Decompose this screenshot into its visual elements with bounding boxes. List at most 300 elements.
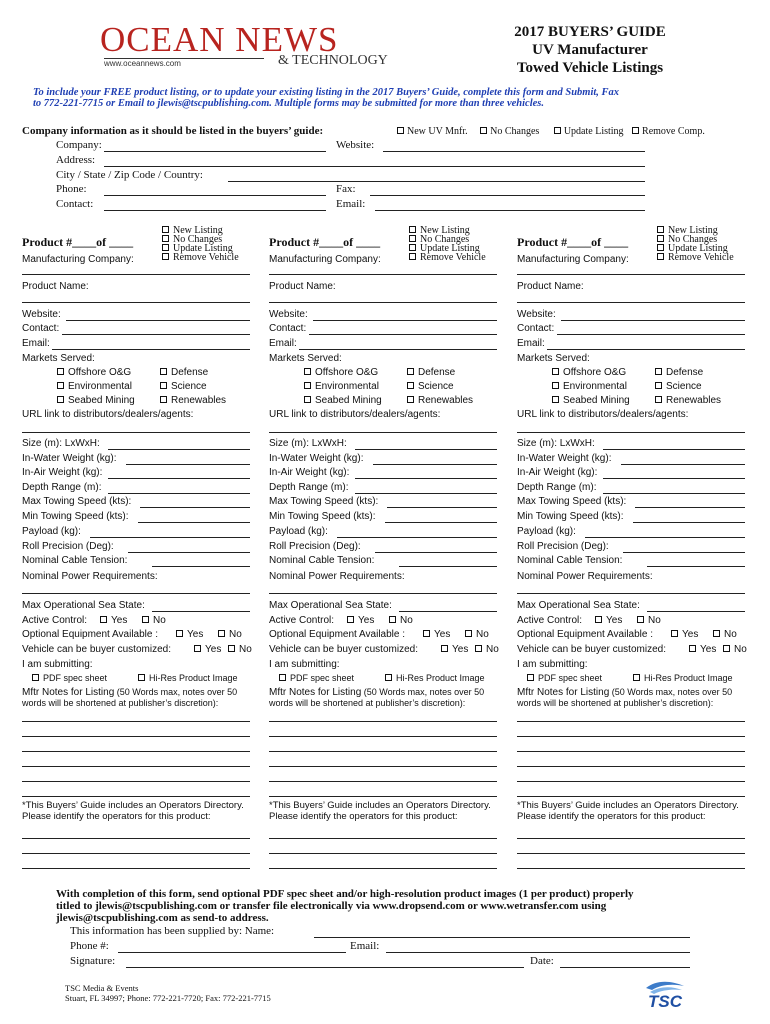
min-towing-speed-label: Min Towing Speed (kts):	[269, 511, 376, 522]
fax-label: Fax:	[336, 183, 356, 195]
size-label: Size (m): LxWxH:	[22, 438, 100, 449]
contact-label: Contact:	[517, 323, 555, 334]
opt-remove-comp[interactable]: Remove Comp.	[632, 126, 705, 137]
email-field[interactable]	[547, 349, 745, 350]
url-link-field[interactable]	[517, 432, 745, 433]
checkbox-icon[interactable]	[441, 645, 448, 652]
nominal-power-field[interactable]	[22, 593, 250, 594]
max-towing-speed-field[interactable]	[140, 507, 250, 508]
buyer-customized-yes[interactable]: Yes	[441, 644, 468, 655]
checkbox-icon[interactable]	[554, 127, 561, 134]
checkbox-icon[interactable]	[671, 630, 678, 637]
checkbox-icon[interactable]	[527, 674, 534, 681]
website-field[interactable]	[383, 151, 645, 152]
nominal-cable-tension-field[interactable]	[647, 566, 745, 567]
checkbox-icon[interactable]	[100, 616, 107, 623]
logo-main-text: OCEAN NEWS	[100, 20, 339, 59]
market-environmental[interactable]: Environmental	[57, 381, 132, 392]
checkbox-icon[interactable]	[723, 645, 730, 652]
completion-line-2: titled to jlewis@tscpublishing.com or transfer file electronically via www.dropsend.com or www.wetransfer.com using	[56, 900, 607, 912]
completion-line-3: jlewis@tscpublishing.com as send-to address.	[56, 912, 269, 924]
opt-update-listing[interactable]: Update Listing	[554, 126, 624, 137]
mftr-notes-line-6[interactable]	[269, 796, 497, 797]
checkbox-icon[interactable]	[632, 127, 639, 134]
mftr-notes-line-3[interactable]	[22, 751, 250, 752]
url-link-label: URL link to distributors/dealers/agents:	[269, 409, 441, 420]
checkbox-icon[interactable]	[713, 630, 720, 637]
checkbox-icon[interactable]	[409, 226, 416, 233]
footer-phone-field[interactable]	[118, 952, 346, 953]
operators-line-1[interactable]	[22, 838, 250, 839]
ocean-news-logo	[100, 22, 405, 72]
operators-note-2: Please identify the operators for this product:	[22, 811, 211, 822]
submitting-label: I am submitting:	[269, 659, 340, 670]
opt-remove-vehicle[interactable]: Remove Vehicle	[162, 253, 239, 262]
payload-label: Payload (kg):	[269, 526, 328, 537]
market-defense[interactable]: Defense	[160, 367, 208, 378]
market-renewables[interactable]: Renewables	[160, 395, 226, 406]
contact-field[interactable]	[309, 334, 497, 335]
checkbox-icon[interactable]	[657, 235, 664, 242]
mftr-notes-line-3[interactable]	[269, 751, 497, 752]
supplied-name-field[interactable]	[314, 937, 690, 938]
checkbox-icon[interactable]	[480, 127, 487, 134]
checkbox-icon[interactable]	[162, 235, 169, 242]
submit-pdf-spec[interactable]: PDF spec sheet	[279, 673, 354, 683]
submit-pdf-spec[interactable]: PDF spec sheet	[32, 673, 107, 683]
url-link-field[interactable]	[22, 432, 250, 433]
operators-note-2: Please identify the operators for this product:	[517, 811, 706, 822]
product-name-field[interactable]	[517, 302, 745, 303]
in-water-weight-field[interactable]	[621, 464, 745, 465]
opt-new-uv-mnfr[interactable]: New UV Mnfr.	[397, 126, 468, 137]
company-field[interactable]	[104, 151, 326, 152]
mftr-notes-label	[269, 687, 484, 698]
checkbox-icon[interactable]	[385, 674, 392, 681]
opt-update-listing[interactable]: Update Listing	[409, 244, 486, 253]
checkbox-icon[interactable]	[689, 645, 696, 652]
manufacturing-company-field[interactable]	[22, 274, 250, 275]
listing-options	[657, 226, 734, 262]
checkbox-icon[interactable]	[304, 382, 311, 389]
market-offshore[interactable]: Offshore O&G	[304, 367, 378, 378]
opt-no-changes[interactable]: No Changes	[480, 126, 539, 137]
market-science[interactable]: Science	[160, 381, 207, 392]
title-line-2: UV Manufacturer	[532, 42, 648, 58]
logo-rule	[104, 58, 264, 59]
buyer-customized-no[interactable]: No	[475, 644, 499, 655]
max-sea-state-field[interactable]	[647, 611, 745, 612]
depth-range-field[interactable]	[603, 493, 745, 494]
checkbox-icon[interactable]	[657, 253, 664, 260]
date-field[interactable]	[560, 967, 690, 968]
in-water-weight-field[interactable]	[373, 464, 497, 465]
checkbox-icon[interactable]	[423, 630, 430, 637]
max-sea-state-field[interactable]	[152, 611, 250, 612]
payload-label: Payload (kg):	[517, 526, 576, 537]
mftr-notes-title: Mftr Notes for Listing	[22, 687, 115, 698]
payload-label: Payload (kg):	[22, 526, 81, 537]
email-field[interactable]	[52, 349, 250, 350]
optional-equipment-yes[interactable]: Yes	[671, 629, 698, 640]
checkbox-icon[interactable]	[409, 235, 416, 242]
active-control-no[interactable]: No	[389, 615, 413, 626]
website-label: Website:	[22, 309, 61, 320]
optional-equipment-yes[interactable]: Yes	[423, 629, 450, 640]
market-seabed-mining[interactable]: Seabed Mining	[57, 395, 135, 406]
title-line-3: Towed Vehicle Listings	[516, 60, 664, 76]
intro-text	[33, 87, 753, 109]
footer-email-label: Email:	[350, 940, 380, 952]
depth-range-field[interactable]	[355, 493, 497, 494]
checkbox-icon[interactable]	[552, 396, 559, 403]
size-label: Size (m): LxWxH:	[269, 438, 347, 449]
checkbox-icon[interactable]	[176, 630, 183, 637]
intro-line-1: To include your FREE product listing, or to update your existing listing in the 2017 Buyers’ Guide, complete this form and Submit, Fax	[33, 87, 620, 98]
operators-line-2[interactable]	[517, 853, 745, 854]
checkbox-icon[interactable]	[595, 616, 602, 623]
checkbox-icon[interactable]	[655, 368, 662, 375]
checkbox-icon[interactable]	[655, 396, 662, 403]
phone-field[interactable]	[104, 195, 326, 196]
submit-pdf-spec[interactable]: PDF spec sheet	[527, 673, 602, 683]
nominal-power-field[interactable]	[517, 593, 745, 594]
mftr-notes-line-1[interactable]	[269, 721, 497, 722]
submitting-label: I am submitting:	[22, 659, 93, 670]
checkbox-icon[interactable]	[465, 630, 472, 637]
checkbox-icon[interactable]	[228, 645, 235, 652]
min-towing-speed-field[interactable]	[138, 522, 250, 523]
roll-precision-label: Roll Precision (Deg):	[22, 541, 114, 552]
email-label: Email:	[517, 338, 545, 349]
mftr-notes-line-2[interactable]	[22, 736, 250, 737]
buyer-customized-yes[interactable]: Yes	[194, 644, 221, 655]
nominal-power-field[interactable]	[269, 593, 497, 594]
manufacturing-company-field[interactable]	[517, 274, 745, 275]
market-offshore[interactable]: Offshore O&G	[57, 367, 131, 378]
checkbox-icon[interactable]	[160, 382, 167, 389]
product-name-label: Product Name:	[517, 281, 584, 292]
checkbox-icon[interactable]	[162, 226, 169, 233]
operators-note-1: *This Buyers’ Guide includes an Operators Directory.	[517, 800, 739, 811]
market-science[interactable]: Science	[655, 381, 702, 392]
in-air-weight-field[interactable]	[603, 478, 745, 479]
roll-precision-label: Roll Precision (Deg):	[517, 541, 609, 552]
checkbox-icon[interactable]	[552, 382, 559, 389]
checkbox-icon[interactable]	[552, 368, 559, 375]
product-number-title: Product #____of ____	[22, 235, 134, 249]
checkbox-icon[interactable]	[655, 382, 662, 389]
url-link-field[interactable]	[269, 432, 497, 433]
website-field[interactable]	[561, 320, 745, 321]
market-environmental[interactable]: Environmental	[304, 381, 379, 392]
checkbox-icon[interactable]	[389, 616, 396, 623]
active-control-yes[interactable]: Yes	[347, 615, 374, 626]
mftr-notes-limit: (50 Words max, notes over 50	[361, 687, 485, 697]
operators-line-3[interactable]	[269, 868, 497, 869]
checkbox-icon[interactable]	[218, 630, 225, 637]
contact-field[interactable]	[62, 334, 250, 335]
checkbox-icon[interactable]	[407, 368, 414, 375]
submitting-label: I am submitting:	[517, 659, 588, 670]
max-towing-speed-field[interactable]	[635, 507, 745, 508]
checkbox-icon[interactable]	[162, 253, 169, 260]
in-air-weight-label: In-Air Weight (kg):	[22, 467, 103, 478]
supplied-by-label: This information has been supplied by: Name:	[70, 925, 275, 937]
checkbox-icon[interactable]	[160, 396, 167, 403]
operators-line-2[interactable]	[22, 853, 250, 854]
active-control-yes[interactable]: Yes	[100, 615, 127, 626]
completion-text	[56, 888, 634, 924]
product-name-label: Product Name:	[22, 281, 89, 292]
manufacturing-company-label: Manufacturing Company:	[22, 254, 134, 265]
optional-equipment-no[interactable]: No	[465, 629, 489, 640]
checkbox-icon[interactable]	[279, 674, 286, 681]
tsc-logo-text: TSC	[648, 992, 682, 1011]
mftr-notes-line-2[interactable]	[269, 736, 497, 737]
roll-precision-field[interactable]	[128, 552, 250, 553]
in-water-weight-label: In-Water Weight (kg):	[22, 453, 117, 464]
checkbox-icon[interactable]	[657, 226, 664, 233]
checkbox-icon[interactable]	[194, 645, 201, 652]
intro-line-2: to 772-221-7715 or Email to jlewis@tscpublishing.com. Multiple forms may be submitted for more than three vehicles.	[33, 98, 544, 109]
optional-equipment-yes[interactable]: Yes	[176, 629, 203, 640]
submit-hires-image[interactable]: Hi-Res Product Image	[385, 673, 485, 683]
market-offshore[interactable]: Offshore O&G	[552, 367, 626, 378]
opt-update-listing[interactable]: Update Listing	[657, 244, 734, 253]
payload-field[interactable]	[585, 537, 745, 538]
manufacturing-company-field[interactable]	[269, 274, 497, 275]
size-field[interactable]	[108, 449, 250, 450]
mftr-notes-title: Mftr Notes for Listing	[517, 687, 610, 698]
in-water-weight-label: In-Water Weight (kg):	[269, 453, 364, 464]
footer-email-field[interactable]	[386, 952, 690, 953]
mftr-notes-line-6[interactable]	[22, 796, 250, 797]
checkbox-icon[interactable]	[633, 674, 640, 681]
in-air-weight-field[interactable]	[355, 478, 497, 479]
mftr-notes-label	[517, 687, 732, 698]
checkbox-icon[interactable]	[57, 382, 64, 389]
product-number-title: Product #____of ____	[517, 235, 629, 249]
operators-note-2: Please identify the operators for this product:	[269, 811, 458, 822]
email-field[interactable]	[375, 210, 645, 211]
mftr-notes-line-5[interactable]	[517, 781, 745, 782]
market-renewables[interactable]: Renewables	[407, 395, 473, 406]
email-field[interactable]	[299, 349, 497, 350]
market-science[interactable]: Science	[407, 381, 454, 392]
checkbox-icon[interactable]	[304, 396, 311, 403]
checkbox-icon[interactable]	[304, 368, 311, 375]
opt-new-listing[interactable]: New Listing	[162, 226, 239, 235]
checkbox-icon[interactable]	[162, 244, 169, 251]
mftr-notes-limit: (50 Words max, notes over 50	[609, 687, 733, 697]
email-label: Email:	[22, 338, 50, 349]
opt-no-changes[interactable]: No Changes	[409, 235, 486, 244]
checkbox-icon[interactable]	[57, 368, 64, 375]
operators-line-2[interactable]	[269, 853, 497, 854]
opt-update-listing[interactable]: Update Listing	[162, 244, 239, 253]
size-label: Size (m): LxWxH:	[517, 438, 595, 449]
company-options	[397, 126, 705, 137]
depth-range-field[interactable]	[108, 493, 250, 494]
mftr-notes-line-1[interactable]	[517, 721, 745, 722]
nominal-cable-tension-field[interactable]	[152, 566, 250, 567]
mftr-notes-line-1[interactable]	[22, 721, 250, 722]
city-field[interactable]	[228, 181, 645, 182]
org-address: Stuart, FL 34997; Phone: 772-221-7720; Fax: 772-221-7715	[65, 993, 271, 1003]
max-sea-state-label: Max Operational Sea State:	[517, 600, 640, 611]
payload-field[interactable]	[337, 537, 497, 538]
market-environmental[interactable]: Environmental	[552, 381, 627, 392]
nominal-cable-tension-label: Nominal Cable Tension:	[517, 555, 623, 566]
mftr-notes-line-4[interactable]	[22, 766, 250, 767]
checkbox-icon[interactable]	[347, 616, 354, 623]
mftr-notes-line-2[interactable]	[517, 736, 745, 737]
checkbox-icon[interactable]	[407, 396, 414, 403]
optional-equipment-label: Optional Equipment Available :	[22, 629, 159, 640]
min-towing-speed-label: Min Towing Speed (kts):	[517, 511, 624, 522]
mftr-notes-line-4[interactable]	[517, 766, 745, 767]
checkbox-icon[interactable]	[138, 674, 145, 681]
mftr-notes-label	[22, 687, 237, 698]
operators-line-1[interactable]	[517, 838, 745, 839]
product-number-title: Product #____of ____	[269, 235, 381, 249]
submit-hires-image[interactable]: Hi-Res Product Image	[633, 673, 733, 683]
opt-no-changes[interactable]: No Changes	[162, 235, 239, 244]
payload-field[interactable]	[90, 537, 250, 538]
market-seabed-mining[interactable]: Seabed Mining	[304, 395, 382, 406]
opt-remove-vehicle[interactable]: Remove Vehicle	[409, 253, 486, 262]
tsc-logo	[640, 978, 690, 1012]
size-field[interactable]	[603, 449, 745, 450]
checkbox-icon[interactable]	[637, 616, 644, 623]
checkbox-icon[interactable]	[160, 368, 167, 375]
active-control-no[interactable]: No	[637, 615, 661, 626]
mftr-notes-line-6[interactable]	[517, 796, 745, 797]
checkbox-icon[interactable]	[407, 382, 414, 389]
fax-field[interactable]	[370, 195, 645, 196]
mftr-notes-label-2: words will be shortened at publisher’s discretion):	[517, 698, 714, 708]
buyer-customized-yes[interactable]: Yes	[689, 644, 716, 655]
active-control-no[interactable]: No	[142, 615, 166, 626]
in-water-weight-field[interactable]	[126, 464, 250, 465]
markets-served-label: Markets Served:	[269, 353, 342, 364]
optional-equipment-no[interactable]: No	[218, 629, 242, 640]
in-air-weight-field[interactable]	[108, 478, 250, 479]
checkbox-icon[interactable]	[57, 396, 64, 403]
optional-equipment-label: Optional Equipment Available :	[269, 629, 406, 640]
max-towing-speed-field[interactable]	[387, 507, 497, 508]
completion-line-1: With completion of this form, send optional PDF spec sheet and/or high-resolution product images (1 per product) properly	[56, 888, 634, 900]
website-field[interactable]	[313, 320, 497, 321]
product-name-field[interactable]	[269, 302, 497, 303]
checkbox-icon[interactable]	[142, 616, 149, 623]
listing-options	[409, 226, 486, 262]
website-label: Website:	[517, 309, 556, 320]
title-line-1: 2017 BUYERS’ GUIDE	[514, 24, 666, 40]
phone-label: Phone:	[56, 183, 87, 195]
min-towing-speed-field[interactable]	[633, 522, 745, 523]
opt-new-listing[interactable]: New Listing	[409, 226, 486, 235]
date-label: Date:	[530, 955, 554, 967]
checkbox-icon[interactable]	[32, 674, 39, 681]
signature-field[interactable]	[126, 967, 524, 968]
mftr-notes-limit: (50 Words max, notes over 50	[114, 687, 238, 697]
market-defense[interactable]: Defense	[407, 367, 455, 378]
operators-line-3[interactable]	[517, 868, 745, 869]
market-seabed-mining[interactable]: Seabed Mining	[552, 395, 630, 406]
max-sea-state-field[interactable]	[399, 611, 497, 612]
mftr-notes-line-5[interactable]	[269, 781, 497, 782]
url-link-label: URL link to distributors/dealers/agents:	[517, 409, 689, 420]
opt-no-changes[interactable]: No Changes	[657, 235, 734, 244]
org-name: TSC Media & Events	[65, 983, 139, 993]
operators-note-1: *This Buyers’ Guide includes an Operators Directory.	[269, 800, 491, 811]
product-column-2	[269, 226, 501, 876]
buyer-customized-no[interactable]: No	[228, 644, 252, 655]
opt-new-listing[interactable]: New Listing	[657, 226, 734, 235]
markets-served-label: Markets Served:	[517, 353, 590, 364]
address-label: Address:	[56, 154, 96, 166]
mftr-notes-line-3[interactable]	[517, 751, 745, 752]
footer-phone-label: Phone #:	[70, 940, 109, 952]
roll-precision-field[interactable]	[375, 552, 497, 553]
nominal-cable-tension-field[interactable]	[399, 566, 497, 567]
submit-hires-image[interactable]: Hi-Res Product Image	[138, 673, 238, 683]
depth-range-label: Depth Range (m):	[517, 482, 597, 493]
mftr-notes-line-5[interactable]	[22, 781, 250, 782]
market-defense[interactable]: Defense	[655, 367, 703, 378]
market-renewables[interactable]: Renewables	[655, 395, 721, 406]
nominal-power-label: Nominal Power Requirements:	[269, 571, 405, 582]
opt-remove-vehicle[interactable]: Remove Vehicle	[657, 253, 734, 262]
checkbox-icon[interactable]	[657, 244, 664, 251]
active-control-label: Active Control:	[22, 615, 88, 626]
checkbox-icon[interactable]	[397, 127, 404, 134]
operators-line-1[interactable]	[269, 838, 497, 839]
product-name-field[interactable]	[22, 302, 250, 303]
website-field[interactable]	[66, 320, 250, 321]
checkbox-icon[interactable]	[475, 645, 482, 652]
address-field[interactable]	[104, 166, 645, 167]
size-field[interactable]	[355, 449, 497, 450]
nominal-power-label: Nominal Power Requirements:	[22, 571, 158, 582]
in-water-weight-label: In-Water Weight (kg):	[517, 453, 612, 464]
nominal-cable-tension-label: Nominal Cable Tension:	[22, 555, 128, 566]
product-column-1	[22, 226, 254, 876]
buyer-customized-label: Vehicle can be buyer customized:	[517, 644, 666, 655]
url-link-label: URL link to distributors/dealers/agents:	[22, 409, 194, 420]
max-towing-speed-label: Max Towing Speed (kts):	[269, 496, 379, 507]
mftr-notes-label-2: words will be shortened at publisher’s discretion):	[269, 698, 466, 708]
buyer-customized-no[interactable]: No	[723, 644, 747, 655]
optional-equipment-label: Optional Equipment Available :	[517, 629, 654, 640]
signature-label: Signature:	[70, 955, 116, 967]
checkbox-icon[interactable]	[409, 253, 416, 260]
roll-precision-field[interactable]	[623, 552, 745, 553]
mftr-notes-line-4[interactable]	[269, 766, 497, 767]
contact-label: Contact:	[269, 323, 307, 334]
operators-line-3[interactable]	[22, 868, 250, 869]
optional-equipment-no[interactable]: No	[713, 629, 737, 640]
contact-field[interactable]	[557, 334, 745, 335]
email-label: Email:	[269, 338, 297, 349]
active-control-label: Active Control:	[517, 615, 583, 626]
active-control-yes[interactable]: Yes	[595, 615, 622, 626]
contact-field[interactable]	[104, 210, 326, 211]
min-towing-speed-field[interactable]	[385, 522, 497, 523]
checkbox-icon[interactable]	[409, 244, 416, 251]
